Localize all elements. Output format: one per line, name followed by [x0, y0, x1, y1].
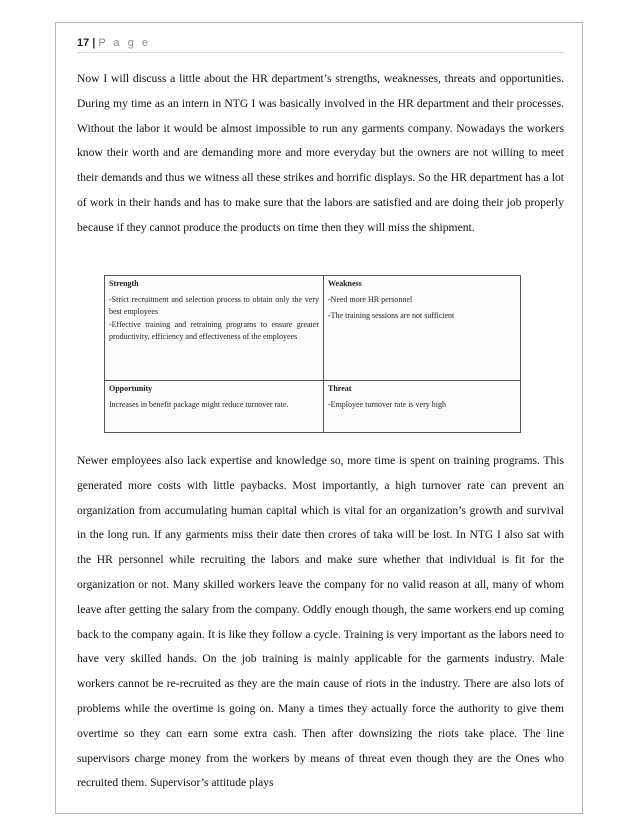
- paragraph-training: Newer employees also lack expertise and knowledge so, more time is spent on training programs. This generated more costs with little paybacks. Most importantly, a high turnover rate can prevent an organization from accumulating human capital which is vital for an organization’s growth and survival in the long run. If any garments miss their date then crores of taka will be lost. In NTG I also sat with the HR personnel while recruiting the labors and make sure whether that individual is fit for the organization or not. Many skilled workers leave the company for no valid reason at all, many of whom leave after getting the salary from the company. Oddly enough though, the same workers end up coming back to the company again. It is like they follow a cycle. Training is very important as the labors need to have very skilled hands. On the job training is mainly applicable for the garments industry. Male workers cannot be re-recruited as they are the main cause of riots in the industry. There are also lots of problems while the overtime is going on. Many a times they actually force the authority to give them overtime so they can earn some extra cash. Then after downsizing the riots take place. The line supervisors charge money from the workers by means of threat even though they are the Ones who recruited them. Supervisor’s attitude plays: [77, 454, 564, 790]
- page-number: 17: [77, 37, 90, 49]
- swot-table: [104, 275, 521, 433]
- swot-strength-cell: [105, 276, 324, 381]
- swot-strength-item: -Strict recruitment and selection process to obtain only the very best employees: [109, 294, 319, 316]
- swot-strength-title: Strength: [109, 279, 139, 288]
- swot-opportunity-item: Increases in benefit package might reduce turnover rate.: [109, 399, 289, 409]
- swot-opportunity-cell: [105, 381, 324, 433]
- swot-threat-item: -Employee turnover rate is very high: [328, 399, 446, 409]
- swot-weakness-item: -Need more HR personnel: [328, 294, 413, 304]
- header-divider: [77, 52, 564, 53]
- header-separator: |: [92, 37, 96, 49]
- page-label: P a g e: [98, 37, 151, 49]
- paragraph-intro: Now I will discuss a little about the HR department’s strengths, weaknesses, threats and opportunities. During my time as an intern in NTG I was basically involved in the HR department and their processes. Without the labor it would be almost impossible to run any garments company. Nowadays the workers know their worth and are demanding more and more everyday but the owners are not willing to meet their demands and thus we witness all these strikes and horrific displays. So the HR department has a lot of work in their hands and has to make sure that the labors are satisfied and are doing their job properly because if they cannot produce the products on time then they will miss the shipment.: [77, 72, 564, 234]
- swot-threat-cell: [324, 381, 521, 433]
- swot-weakness-cell: [324, 276, 521, 381]
- page-header: [77, 37, 577, 49]
- swot-opportunity-title: Opportunity: [109, 384, 153, 393]
- swot-strength-item: -Effective training and retraining programs to ensure greater productivity, efficiency and effectiveness of the employees: [109, 319, 319, 341]
- swot-weakness-title: Weakness: [328, 279, 362, 288]
- swot-threat-title: Threat: [328, 384, 352, 393]
- swot-weakness-item: -The training sessions are not sufficient: [328, 311, 455, 320]
